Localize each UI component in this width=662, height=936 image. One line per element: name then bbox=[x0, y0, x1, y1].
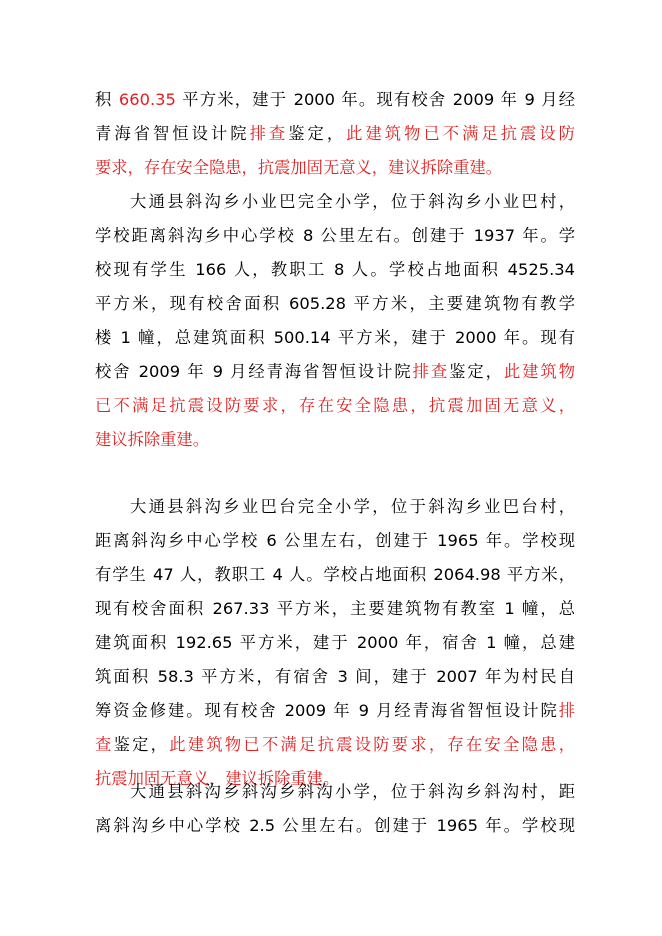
highlighted-text: 排 bbox=[558, 701, 575, 720]
body-text: 大通县斜沟乡小业巴完全小学，位于斜沟乡小业巴村， bbox=[130, 192, 575, 211]
body-text: 平方米，现有校舍面积 605.28 平方米，主要建筑物有教学 bbox=[95, 294, 575, 313]
highlighted-text: 要求，存在安全隐患，抗震加固无意义，建议拆除重建。 bbox=[95, 158, 503, 177]
text-line bbox=[130, 782, 575, 802]
text-line bbox=[95, 816, 575, 836]
text-line bbox=[95, 226, 575, 246]
body-text: 筑面积 58.3 平方米，有宿舍 3 间，建于 2007 年为村民自 bbox=[95, 667, 575, 686]
body-text: 距离斜沟乡中心学校 6 公里左右，创建于 1965 年。学校现 bbox=[95, 531, 575, 550]
highlighted-text: 查 bbox=[95, 735, 114, 754]
body-text: 有学生 47 人，教职工 4 人。学校占地面积 2064.98 平方米， bbox=[95, 565, 575, 584]
body-text: 鉴定， bbox=[288, 124, 347, 143]
body-text: 鉴定， bbox=[449, 362, 504, 381]
highlighted-text: 抗震加固无意义，建议拆除重建。 bbox=[95, 769, 340, 788]
text-line bbox=[130, 192, 575, 212]
body-text: 楼 1 幢，总建筑面积 500.14 平方米，建于 2000 年。现有 bbox=[95, 328, 575, 347]
body-text: 现有校舍面积 267.33 平方米，主要建筑物有教室 1 幢，总 bbox=[95, 599, 575, 618]
text-line bbox=[95, 565, 575, 585]
body-text: 平方米，建于 2000 年。现有校舍 2009 年 9 月经 bbox=[175, 90, 575, 109]
text-line bbox=[95, 633, 575, 653]
highlighted-text: 此建筑物已不满足抗震设防要求，存在安全隐患， bbox=[169, 735, 575, 754]
text-line bbox=[95, 362, 575, 382]
text-line bbox=[95, 430, 575, 450]
text-line bbox=[130, 497, 575, 517]
highlighted-text: 660.35 bbox=[118, 90, 176, 109]
body-text: 筹资金修建。现有校舍 2009 年 9 月经青海省智恒设计院 bbox=[95, 701, 559, 720]
body-text: 校舍 2009 年 9 月经青海省智恒设计院 bbox=[95, 362, 413, 381]
text-line bbox=[95, 260, 575, 280]
body-text: 大通县斜沟乡业巴台完全小学，位于斜沟乡业巴台村， bbox=[130, 497, 575, 516]
body-text: 校现有学生 166 人，教职工 8 人。学校占地面积 4525.34 bbox=[95, 260, 575, 279]
text-line bbox=[95, 735, 575, 755]
highlighted-text: 建议拆除重建。 bbox=[95, 430, 209, 449]
highlighted-text: 此建筑物 bbox=[503, 362, 575, 381]
body-text: 大通县斜沟乡斜沟乡斜沟小学，位于斜沟乡斜沟村，距 bbox=[130, 782, 575, 801]
text-line bbox=[95, 90, 575, 110]
text-line bbox=[95, 294, 575, 314]
body-text: 青海省智恒设计院 bbox=[95, 124, 250, 143]
text-line bbox=[95, 667, 575, 687]
body-text: 学校距离斜沟乡中心学校 8 公里左右。创建于 1937 年。学 bbox=[95, 226, 575, 245]
text-line bbox=[95, 531, 575, 551]
body-text: 鉴定， bbox=[113, 735, 170, 754]
body-text: 建筑面积 192.65 平方米，建于 2000 年，宿舍 1 幢，总建 bbox=[95, 633, 575, 652]
text-line bbox=[95, 701, 575, 721]
highlighted-text: 排查 bbox=[249, 124, 289, 143]
text-line bbox=[95, 599, 575, 619]
highlighted-text: 已不满足抗震设防要求，存在安全隐患，抗震加固无意义， bbox=[95, 396, 575, 415]
text-line bbox=[95, 124, 575, 144]
text-line bbox=[95, 396, 575, 416]
highlighted-text: 此建筑物已不满足抗震设防 bbox=[346, 124, 575, 143]
body-text: 离斜沟乡中心学校 2.5 公里左右。创建于 1965 年。学校现 bbox=[95, 816, 575, 835]
body-text: 积 bbox=[95, 90, 119, 109]
highlighted-text: 排查 bbox=[412, 362, 450, 381]
text-line bbox=[95, 158, 575, 178]
text-line bbox=[95, 328, 575, 348]
